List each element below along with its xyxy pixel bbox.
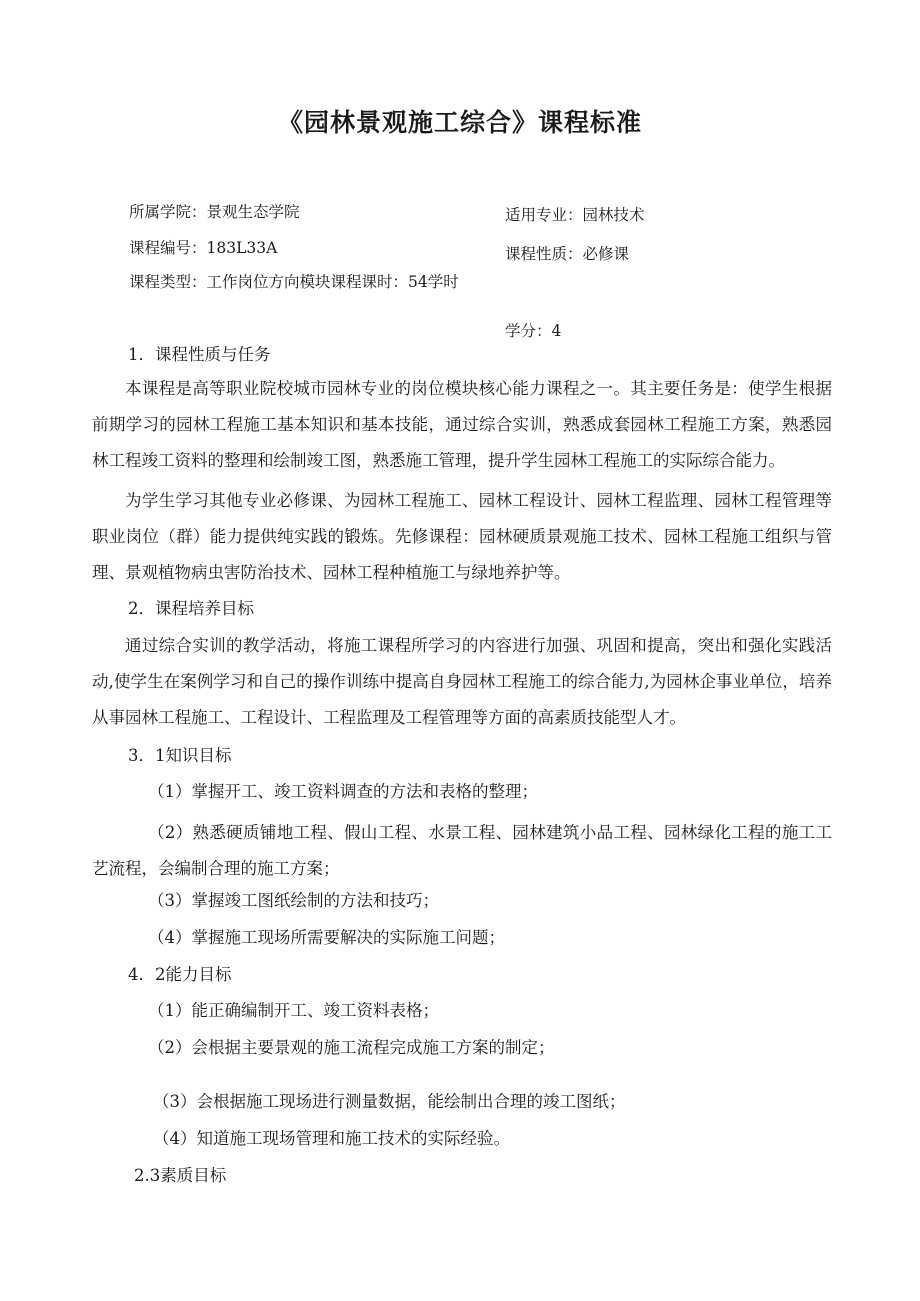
section-heading-2: 2．课程培养目标 [128,599,254,618]
section-heading-knowledge: 3．1知识目标 [128,746,232,765]
document-title: 《园林景观施工综合》课程标准 [277,108,642,137]
paragraph-course-task: 本课程是高等职业院校城市园林专业的岗位模块核心能力课程之一。其主要任务是：使学生根据前期学习的园林工程施工基本知识和基本技能，通过综合实训，熟悉成套园林工程施工方案，熟悉园林工程竣工资料的整理和绘制竣工图，熟悉施工管理，提升学生园林工程施工的实际综合能力。 [92,379,832,470]
meta-credits: 学分：4 [505,322,562,340]
ability-item-1: （1）能正确编制开工、竣工资料表格； [148,1001,439,1020]
knowledge-item-2: （2）熟悉硬质铺地工程、假山工程、水景工程、园林建筑小品工程、园林绿化工程的施工工艺流程，会编制合理的施工方案； [92,823,832,878]
section-heading-quality: 2.3素质目标 [134,1166,227,1185]
section-heading-ability: 4．2能力目标 [128,965,232,984]
knowledge-item-3: （3）掌握竣工图纸绘制的方法和技巧； [148,891,439,910]
meta-course-code: 课程编号：183L33A [129,239,278,257]
meta-major: 适用专业：园林技术 [505,206,645,224]
paragraph-training-goal: 通过综合实训的教学活动，将施工课程所学习的内容进行加强、巩固和提高，突出和强化实践活动,使学生在案例学习和自己的操作训练中提高自身园林工程施工的综合能力,为园林企事业单位，培养从事园林工程施工、工程设计、工程监理及工程管理等方面的高素质技能型人才。 [92,636,832,727]
paragraph-course-prereq: 为学生学习其他专业必修课、为园林工程施工、园林工程设计、园林工程监理、园林工程管理等职业岗位（群）能力提供纯实践的锻炼。先修课程：园林硬质景观施工技术、园林工程施工组织与管理、景观植物病虫害防治技术、园林工程种植施工与绿地养护等。 [92,491,832,582]
ability-item-3: （3）会根据施工现场进行测量数据，能绘制出合理的竣工图纸； [153,1092,626,1111]
knowledge-item-4: （4）掌握施工现场所需要解决的实际施工问题； [148,928,505,947]
meta-college: 所属学院：景观生态学院 [129,203,300,221]
knowledge-item-1: （1）掌握开工、竣工资料调查的方法和表格的整理； [148,782,538,801]
meta-course-type-hours: 课程类型：工作岗位方向模块课程课时：54学时 [129,273,459,291]
meta-course-nature: 课程性质：必修课 [505,245,630,263]
ability-item-4: （4）知道施工现场管理和施工技术的实际经验。 [153,1129,510,1148]
section-heading-1: 1．课程性质与任务 [128,345,271,364]
ability-item-2: （2）会根据主要景观的施工流程完成施工方案的制定； [148,1038,555,1057]
